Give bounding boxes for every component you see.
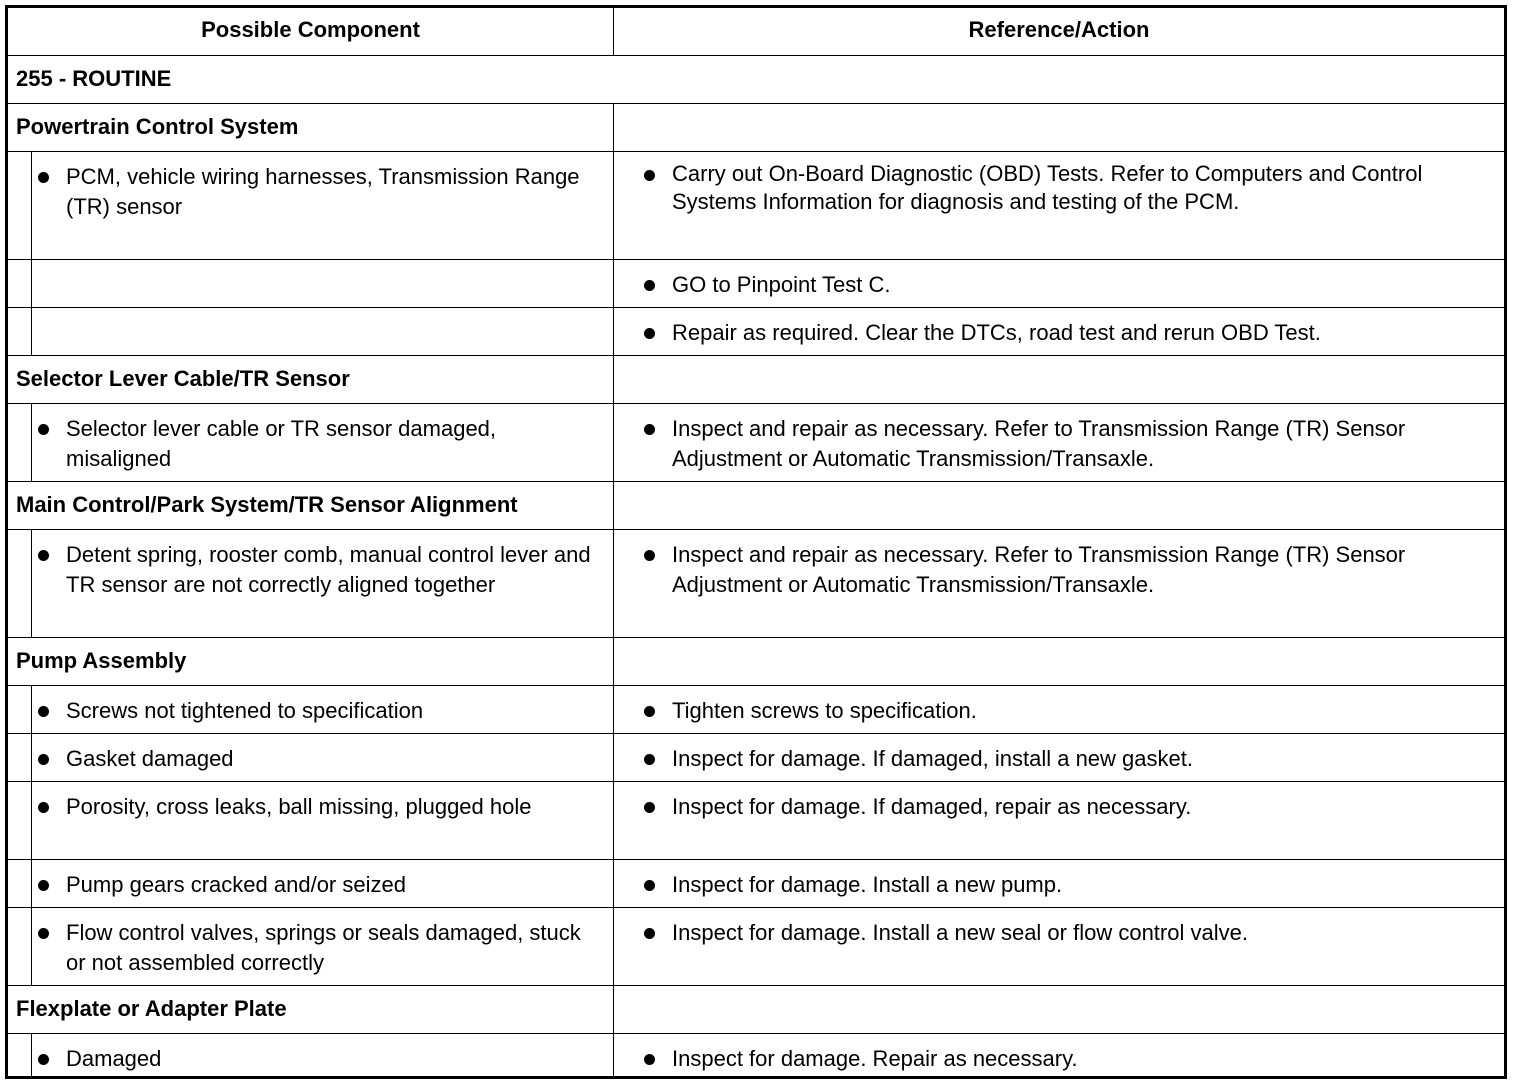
group-title: Main Control/Park System/TR Sensor Alignment <box>8 482 614 529</box>
action-item: Inspect for damage. Install a new pump. <box>644 870 1464 900</box>
action-item: Inspect and repair as necessary. Refer to Transmission Range (TR) Sensor Adjustment or Automatic Transmission/Transaxle. <box>644 540 1464 600</box>
group-header-row <box>8 482 1504 530</box>
table-row <box>8 530 1504 638</box>
routine-title: 255 - ROUTINE <box>16 66 172 91</box>
group-header-row <box>8 104 1504 152</box>
action-item: Tighten screws to specification. <box>644 696 1464 726</box>
group-header-row <box>8 356 1504 404</box>
action-item: GO to Pinpoint Test C. <box>644 270 1464 300</box>
action-item: Inspect for damage. If damaged, repair as necessary. <box>644 792 1464 822</box>
bullet-icon <box>644 1054 655 1065</box>
bullet-icon <box>38 172 49 183</box>
bullet-icon <box>38 880 49 891</box>
bullet-icon <box>38 1054 49 1065</box>
group-header-row <box>8 638 1504 686</box>
table-row <box>8 860 1504 908</box>
table-row <box>8 734 1504 782</box>
bullet-icon <box>644 706 655 717</box>
component-item: Screws not tightened to specification <box>38 696 599 726</box>
component-item: Damaged <box>38 1044 599 1074</box>
component-item: Porosity, cross leaks, ball missing, plugged hole <box>38 792 599 822</box>
group-title: Powertrain Control System <box>8 104 614 151</box>
bullet-icon <box>644 880 655 891</box>
action-item: Inspect for damage. Repair as necessary. <box>644 1044 1464 1074</box>
table-row <box>8 404 1504 482</box>
bullet-icon <box>644 550 655 561</box>
bullet-icon <box>38 754 49 765</box>
table-row <box>8 686 1504 734</box>
component-item: Selector lever cable or TR sensor damaged, misaligned <box>38 414 599 474</box>
bullet-icon <box>38 550 49 561</box>
bullet-icon <box>644 928 655 939</box>
bullet-icon <box>38 928 49 939</box>
bullet-icon <box>644 170 655 181</box>
diagnostic-table <box>5 5 1507 1079</box>
action-item: Inspect for damage. If damaged, install a new gasket. <box>644 744 1464 774</box>
table-row <box>8 260 1504 308</box>
component-item: Flow control valves, springs or seals damaged, stuck or not assembled correctly <box>38 918 599 978</box>
component-item: Pump gears cracked and/or seized <box>38 870 599 900</box>
action-item: Repair as required. Clear the DTCs, road test and rerun OBD Test. <box>644 318 1464 348</box>
table-row <box>8 308 1504 356</box>
component-item: Detent spring, rooster comb, manual control lever and TR sensor are not correctly aligned together <box>38 540 599 600</box>
table-row <box>8 1034 1504 1076</box>
component-item: PCM, vehicle wiring harnesses, Transmission Range (TR) sensor <box>38 162 599 222</box>
table-row <box>8 782 1504 860</box>
bullet-icon <box>644 754 655 765</box>
group-title: Flexplate or Adapter Plate <box>8 986 614 1033</box>
component-item: Gasket damaged <box>38 744 599 774</box>
bullet-icon <box>644 328 655 339</box>
action-item: Inspect for damage. Install a new seal or flow control valve. <box>644 918 1464 948</box>
table-header-row <box>8 8 1504 56</box>
bullet-icon <box>644 802 655 813</box>
group-header-row <box>8 986 1504 1034</box>
table-row <box>8 908 1504 986</box>
group-title: Pump Assembly <box>8 638 614 685</box>
action-item: Inspect and repair as necessary. Refer to Transmission Range (TR) Sensor Adjustment or Automatic Transmission/Transaxle. <box>644 414 1464 474</box>
action-item: Carry out On-Board Diagnostic (OBD) Tests. Refer to Computers and Control Systems Information for diagnosis and testing of the PCM. <box>644 160 1464 216</box>
bullet-icon <box>38 424 49 435</box>
header-possible-component: Possible Component <box>8 8 614 55</box>
bullet-icon <box>644 280 655 291</box>
table-row <box>8 152 1504 260</box>
bullet-icon <box>644 424 655 435</box>
header-reference-action: Reference/Action <box>968 17 1150 42</box>
bullet-icon <box>38 706 49 717</box>
bullet-icon <box>38 802 49 813</box>
routine-row <box>8 56 1504 104</box>
group-title: Selector Lever Cable/TR Sensor <box>8 356 614 403</box>
